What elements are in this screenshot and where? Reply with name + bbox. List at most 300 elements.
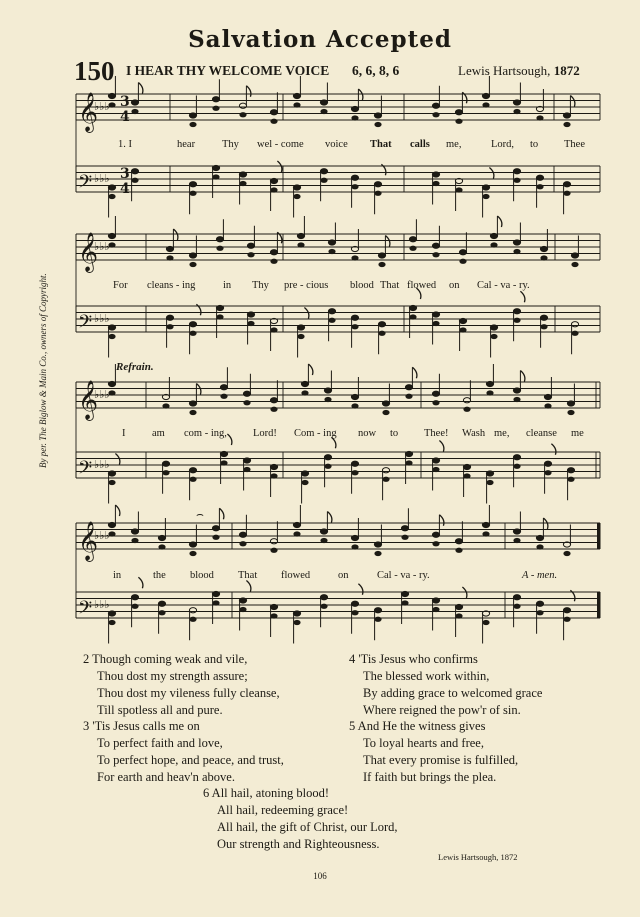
author-year: 1872 [553, 63, 580, 78]
note-flag [439, 515, 444, 526]
note-head [382, 410, 389, 415]
lyric-word: cleanse [526, 428, 557, 439]
note-head [455, 539, 462, 544]
note-head [486, 381, 493, 386]
note-head [482, 194, 489, 199]
note-head [401, 591, 408, 596]
key-signature: ♭♭♭ [94, 388, 110, 401]
note-head [189, 551, 196, 556]
note-head [432, 391, 439, 396]
note-head [490, 233, 497, 238]
lyric-word: voice [325, 139, 348, 150]
note-head [540, 324, 547, 329]
note-flag [497, 216, 502, 227]
note-head [162, 461, 169, 466]
note-head [108, 480, 115, 485]
lyric-word: on [449, 280, 460, 291]
note-head [166, 255, 173, 260]
note-head [220, 460, 227, 465]
note-head [571, 262, 578, 267]
note-head [513, 169, 520, 174]
note-head [270, 548, 277, 553]
verse-line: That every promise is fulfilled, [363, 753, 519, 767]
note-head [513, 464, 520, 469]
note-head [162, 470, 169, 475]
note-head [131, 529, 138, 534]
note-head [243, 467, 250, 472]
note-head [293, 93, 300, 98]
note-head [239, 181, 246, 186]
note-head [270, 327, 277, 332]
note-head [189, 542, 196, 547]
lyric-word: Thee! [424, 428, 449, 439]
note-flag [219, 508, 224, 519]
note-head [351, 535, 358, 540]
note-head [571, 253, 578, 258]
lyric-word: com - ing, [184, 428, 227, 439]
note-head [320, 538, 327, 543]
note-head [293, 522, 300, 527]
lyric-word: in [223, 280, 232, 291]
lyric-word: cleans - ing [147, 280, 196, 291]
note-head [131, 604, 138, 609]
hymn-number: 150 [74, 56, 115, 86]
note-head [324, 388, 331, 393]
note-head [432, 458, 439, 463]
lyric-word: to [390, 428, 399, 439]
note-head [378, 253, 385, 258]
note-head [409, 305, 416, 310]
note-head [108, 185, 115, 190]
note-head [536, 184, 543, 189]
lyric-word: Cal - va - ry. [377, 570, 430, 581]
note-head [239, 532, 246, 537]
note-head [432, 321, 439, 326]
note-flag [196, 384, 201, 395]
note-head [166, 246, 173, 251]
note-head [189, 401, 196, 406]
note-head [320, 109, 327, 114]
lyric-word: calls [410, 139, 430, 150]
note-head [108, 233, 115, 238]
bass-clef-icon: 𝄢 [78, 172, 93, 197]
lyric-word: me, [494, 428, 510, 439]
verse-line: 4 'Tis Jesus who confirms [349, 652, 478, 666]
note-head [189, 113, 196, 118]
note-head [513, 388, 520, 393]
note-head [324, 464, 331, 469]
note-flag [520, 371, 525, 382]
verse-line: The blessed work within, [363, 669, 490, 683]
note-head [544, 461, 551, 466]
note-head [378, 262, 385, 267]
note-head [212, 600, 219, 605]
note-head [463, 464, 470, 469]
lyric-word: Lord, [491, 139, 515, 150]
note-head [374, 182, 381, 187]
note-head [544, 403, 551, 408]
lyric-word: the [153, 570, 166, 581]
verse-6 [203, 785, 398, 853]
note-head [324, 455, 331, 460]
note-head [513, 604, 520, 609]
final-bar [597, 592, 600, 618]
note-flag [439, 441, 444, 452]
verse-line: All hail, the gift of Christ, our Lord, [217, 820, 398, 834]
note-head [544, 470, 551, 475]
lyric-word: Wash [462, 428, 486, 439]
verse-line: All hail, redeeming grace! [217, 803, 349, 817]
note-head [571, 331, 578, 336]
note-head [189, 331, 196, 336]
lyric-word: am [152, 428, 165, 439]
note-head [432, 172, 439, 177]
note-head [293, 194, 300, 199]
note-head [320, 100, 327, 105]
note-head [459, 318, 466, 323]
note-head [409, 237, 416, 242]
note-head [270, 187, 277, 192]
note-head [270, 407, 277, 412]
note-flag [327, 512, 332, 523]
note-head [374, 113, 381, 118]
note-head [513, 529, 520, 534]
note-head [513, 455, 520, 460]
note-head [536, 115, 543, 120]
page-number: 106 [313, 871, 327, 881]
note-head [378, 331, 385, 336]
note-flag [304, 308, 309, 319]
note-head [432, 467, 439, 472]
lyric-word: on [338, 570, 349, 581]
note-head [351, 315, 358, 320]
verse-line: To perfect faith and love, [97, 736, 223, 750]
note-head [243, 391, 250, 396]
note-head [432, 252, 439, 257]
note-head [563, 182, 570, 187]
verse-line: If faith but brings the plea. [363, 770, 497, 784]
lyric-word: Com - ing [294, 428, 337, 439]
note-head [270, 473, 277, 478]
key-signature: ♭♭♭ [94, 100, 110, 113]
verse-line: Till spotless all and pure. [97, 703, 223, 717]
note-head [432, 400, 439, 405]
note-head [513, 109, 520, 114]
note-head [540, 255, 547, 260]
lyric-word: to [530, 139, 539, 150]
note-head [374, 617, 381, 622]
note-head [131, 595, 138, 600]
treble-clef-icon: 𝄞 [78, 380, 99, 420]
time-signature: 4 [120, 181, 130, 197]
note-head [328, 309, 335, 314]
lyric-word: Thy [252, 280, 269, 291]
note-head [216, 246, 223, 251]
note-head [189, 608, 196, 613]
note-head [513, 249, 520, 254]
note-head [513, 178, 520, 183]
note-head [239, 112, 246, 117]
note-flag [412, 367, 417, 378]
note-head [351, 403, 358, 408]
note-head [382, 401, 389, 406]
note-head [247, 252, 254, 257]
hymn-meter: 6, 6, 8, 6 [352, 63, 400, 78]
verse-line: For earth and heav'n above. [97, 770, 235, 784]
note-head [544, 394, 551, 399]
note-head [108, 334, 115, 339]
note-head [189, 122, 196, 127]
lyric-word: hear [177, 139, 196, 150]
note-head [513, 318, 520, 323]
lyric-word: blood [350, 280, 374, 291]
lyric-word: wel - come [257, 139, 304, 150]
note-head [243, 458, 250, 463]
lyric-word: That [370, 139, 392, 150]
note-head [455, 548, 462, 553]
note-head [351, 394, 358, 399]
note-head [482, 522, 489, 527]
note-head [513, 538, 520, 543]
note-head [166, 324, 173, 329]
note-head [293, 531, 300, 536]
note-head [463, 398, 470, 403]
note-head [189, 182, 196, 187]
note-head [212, 591, 219, 596]
note-head [490, 334, 497, 339]
note-head [239, 598, 246, 603]
note-head [459, 327, 466, 332]
note-head [571, 322, 578, 327]
verse-line: Thou dost my strength assure; [97, 669, 248, 683]
note-flag [489, 168, 494, 179]
note-head [320, 604, 327, 609]
note-head [243, 400, 250, 405]
note-flag [462, 587, 467, 598]
note-head [405, 451, 412, 456]
note-head [297, 325, 304, 330]
lyric-word: Thy [222, 139, 239, 150]
note-head [486, 480, 493, 485]
note-head [216, 314, 223, 319]
note-head [374, 122, 381, 127]
note-head [405, 394, 412, 399]
note-head [212, 165, 219, 170]
note-head [212, 174, 219, 179]
note-head [482, 620, 489, 625]
note-flag [520, 291, 525, 302]
fermata-icon: ⌢ [196, 507, 204, 521]
note-head [351, 184, 358, 189]
note-head [432, 112, 439, 117]
verse-line: To loyal hearts and free, [363, 736, 484, 750]
note-head [270, 613, 277, 618]
note-head [455, 187, 462, 192]
note-head [108, 381, 115, 386]
note-head [301, 471, 308, 476]
note-head [351, 255, 358, 260]
lyric-word: now [358, 428, 377, 439]
note-flag [246, 581, 251, 592]
time-signature: 3 [120, 166, 130, 182]
note-head [536, 175, 543, 180]
note-head [351, 601, 358, 606]
note-head [293, 620, 300, 625]
lyric-word: Lord! [253, 428, 277, 439]
note-head [351, 324, 358, 329]
note-head [567, 401, 574, 406]
note-head [293, 102, 300, 107]
note-head [131, 100, 138, 105]
note-head [220, 385, 227, 390]
note-head [351, 470, 358, 475]
lyric-word: me [571, 428, 584, 439]
note-head [513, 309, 520, 314]
verse-line: By adding grace to welcomed grace [363, 686, 543, 700]
note-head [482, 185, 489, 190]
note-head [401, 526, 408, 531]
note-head [486, 471, 493, 476]
lyric-word: flowed [407, 280, 437, 291]
note-head [432, 541, 439, 546]
lyric-word: Thee [564, 139, 585, 150]
lyric-word: That [238, 570, 258, 581]
author-name: Lewis Hartsough, [458, 63, 551, 78]
note-head [162, 403, 169, 408]
note-head [455, 604, 462, 609]
section-title: Salvation Accepted [188, 26, 452, 53]
note-head [563, 617, 570, 622]
time-signature: 3 [120, 94, 130, 110]
note-head [563, 122, 570, 127]
note-flag [551, 444, 556, 455]
bass-clef-icon: 𝄢 [78, 458, 93, 483]
note-head [131, 109, 138, 114]
note-head [108, 194, 115, 199]
note-head [513, 397, 520, 402]
note-head [158, 601, 165, 606]
note-flag [115, 505, 120, 516]
note-head [239, 103, 246, 108]
bass-clef-icon: 𝄢 [78, 598, 93, 623]
key-signature: ♭♭♭ [94, 172, 110, 185]
lyric-word: I [122, 428, 126, 439]
note-head [432, 598, 439, 603]
note-head [297, 242, 304, 247]
note-head [536, 601, 543, 606]
note-head [212, 535, 219, 540]
note-head [247, 312, 254, 317]
key-signature: ♭♭♭ [94, 240, 110, 253]
note-head [247, 243, 254, 248]
note-flag [115, 454, 120, 465]
note-flag [138, 577, 143, 588]
note-head [536, 544, 543, 549]
note-head [297, 233, 304, 238]
note-head [108, 471, 115, 476]
note-head [293, 185, 300, 190]
note-head [212, 526, 219, 531]
note-head [563, 191, 570, 196]
note-head [189, 410, 196, 415]
note-head [567, 477, 574, 482]
note-head [455, 110, 462, 115]
note-head [320, 529, 327, 534]
note-flag [543, 518, 548, 529]
note-head [459, 259, 466, 264]
note-head [270, 398, 277, 403]
lyric-word: flowed [281, 570, 311, 581]
note-head [405, 385, 412, 390]
note-head [432, 103, 439, 108]
note-head [378, 322, 385, 327]
note-head [189, 468, 196, 473]
note-head [567, 468, 574, 473]
note-head [189, 253, 196, 258]
note-head [131, 538, 138, 543]
note-head [374, 608, 381, 613]
note-head [189, 191, 196, 196]
note-head [482, 531, 489, 536]
note-flag [173, 229, 178, 240]
verse-3 [83, 718, 284, 786]
note-head [486, 390, 493, 395]
verse-line: Thou dost my vileness fully cleanse, [97, 686, 280, 700]
verse-line: To perfect hope, and peace, and trust, [97, 753, 284, 767]
verse-line: 5 And He the witness gives [349, 719, 486, 733]
verse-line: 2 Though coming weak and vile, [83, 652, 248, 666]
note-head [131, 169, 138, 174]
note-head [320, 169, 327, 174]
note-head [328, 249, 335, 254]
note-flag [277, 161, 282, 172]
note-head [131, 178, 138, 183]
note-head [320, 595, 327, 600]
note-head [324, 397, 331, 402]
note-head [239, 541, 246, 546]
key-signature: ♭♭♭ [94, 312, 110, 325]
lyric-word: Cal - va - ry. [477, 280, 530, 291]
note-head [247, 321, 254, 326]
note-head [270, 178, 277, 183]
note-head [490, 325, 497, 330]
note-head [351, 610, 358, 615]
note-head [351, 106, 358, 111]
note-head [328, 318, 335, 323]
verse-line: Our strength and Righteousness. [217, 837, 380, 851]
note-head [216, 237, 223, 242]
footer-credit: Lewis Hartsough, 1872 [438, 852, 518, 862]
verse-4 [349, 651, 542, 719]
note-head [158, 535, 165, 540]
treble-clef-icon: 𝄞 [78, 232, 99, 272]
note-flag [570, 96, 575, 107]
note-head [293, 611, 300, 616]
copyright-note: By per. The Biglow & Main Co., owners of Copyright. [38, 273, 48, 468]
note-head [432, 312, 439, 317]
note-flag [358, 89, 363, 100]
final-bar [597, 523, 600, 549]
note-head [567, 410, 574, 415]
key-signature: ♭♭♭ [94, 529, 110, 542]
note-head [540, 246, 547, 251]
note-head [297, 334, 304, 339]
note-head [270, 259, 277, 264]
note-head [405, 460, 412, 465]
note-head [374, 191, 381, 196]
note-head [351, 175, 358, 180]
note-flag [138, 83, 143, 94]
